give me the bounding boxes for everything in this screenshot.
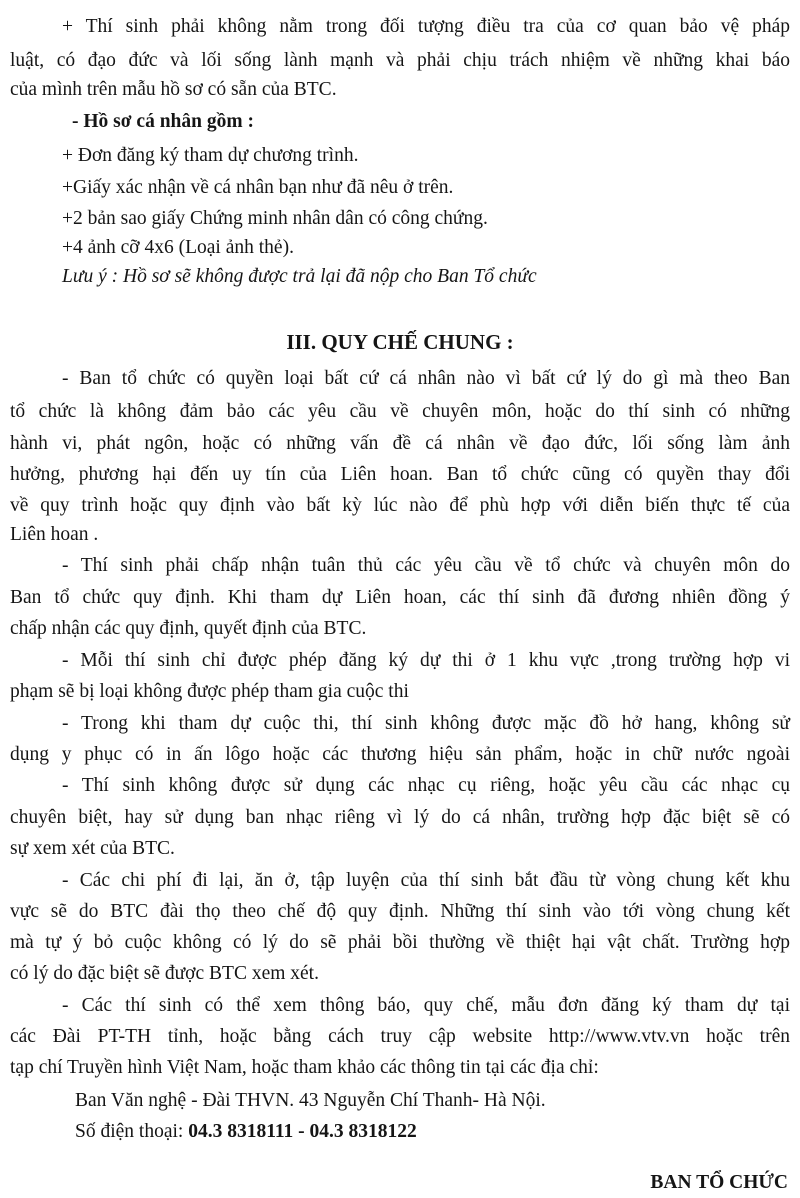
list-item: +Giấy xác nhận về cá nhân bạn như đã nêu ở trên.: [62, 177, 454, 198]
paragraph-line: có lý do đặc biệt sẽ được BTC xem xét.: [10, 963, 319, 984]
paragraph-line: - Các thí sinh có thể xem thông báo, quy chế, mẫu đơn đăng ký tham dự tại: [62, 995, 790, 1016]
phone-label: Số điện thoại:: [75, 1121, 189, 1142]
paragraph-line: - Mỗi thí sinh chỉ được phép đăng ký dự thi ở 1 khu vực ,trong trường hợp vi: [62, 650, 790, 671]
note-line: Lưu ý : Hồ sơ sẽ không được trả lại đã nộp cho Ban Tổ chức: [62, 266, 537, 287]
paragraph-line: sự xem xét của BTC.: [10, 838, 175, 859]
paragraph-line: của mình trên mẫu hồ sơ có sẵn của BTC.: [10, 79, 337, 100]
section-title: III. QUY CHẾ CHUNG :: [286, 330, 514, 354]
paragraph-line: - Thí sinh phải chấp nhận tuân thủ các yêu cầu về tổ chức và chuyên môn do: [62, 555, 790, 576]
paragraph-line: Ban tổ chức quy định. Khi tham dự Liên hoan, các thí sinh đã đương nhiên đồng ý: [10, 587, 790, 608]
paragraph-line: vực sẽ do BTC đài thọ theo chế độ quy định. Những thí sinh vào tới vòng chung kết: [10, 901, 790, 922]
paragraph-line: tổ chức là không đảm bảo các yêu cầu về chuyên môn, hoặc do thí sinh có những: [10, 401, 790, 422]
paragraph-line: chuyên biệt, hay sử dụng ban nhạc riêng vì lý do cá nhân, trường hợp đặc biệt sẽ có: [10, 807, 790, 828]
paragraph-line: - Trong khi tham dự cuộc thi, thí sinh không được mặc đồ hở hang, không sử: [62, 713, 790, 734]
signature-block: BAN TỔ CHỨC: [650, 1172, 788, 1193]
list-item: +2 bản sao giấy Chứng minh nhân dân có công chứng.: [62, 208, 488, 229]
paragraph-line: mà tự ý bỏ cuộc không có lý do sẽ phải bồi thường về thiệt hại vật chất. Trường hợp: [10, 932, 790, 953]
paragraph-line: về quy trình hoặc quy định vào bất kỳ lúc nào để phù hợp với diễn biến thực tế của: [10, 495, 790, 516]
section-heading: - Hồ sơ cá nhân gồm :: [72, 111, 254, 132]
paragraph-line: - Các chi phí đi lại, ăn ở, tập luyện của thí sinh bắt đầu từ vòng chung kết khu: [62, 870, 790, 891]
paragraph-line: luật, có đạo đức và lối sống lành mạnh và phải chịu trách nhiệm về những khai báo: [10, 50, 790, 71]
paragraph-line: - Ban tổ chức có quyền loại bất cứ cá nhân nào vì bất cứ lý do gì mà theo Ban: [62, 368, 790, 389]
paragraph-line: phạm sẽ bị loại không được phép tham gia cuộc thi: [10, 681, 409, 702]
paragraph-line: tạp chí Truyền hình Việt Nam, hoặc tham khảo các thông tin tại các địa chỉ:: [10, 1057, 599, 1078]
phone-numbers: 04.3 8318111 - 04.3 8318122: [188, 1121, 417, 1142]
paragraph-line: Liên hoan .: [10, 524, 99, 545]
paragraph-line: các Đài PT-TH tỉnh, hoặc bằng cách truy cập website http://www.vtv.vn hoặc trên: [10, 1026, 790, 1047]
paragraph-line: + Thí sinh phải không nằm trong đối tượng điều tra của cơ quan bảo vệ pháp: [62, 16, 790, 37]
list-item: + Đơn đăng ký tham dự chương trình.: [62, 145, 359, 166]
list-item: +4 ảnh cỡ 4x6 (Loại ảnh thẻ).: [62, 237, 294, 258]
paragraph-line: chấp nhận các quy định, quyết định của BTC.: [10, 618, 367, 639]
phone-line: [75, 1117, 790, 1147]
address-line: Ban Văn nghệ - Đài THVN. 43 Nguyễn Chí Thanh- Hà Nội.: [75, 1090, 546, 1111]
paragraph-line: hưởng, phương hại đến uy tín của Liên hoan. Ban tổ chức cũng có quyền thay đổi: [10, 464, 790, 485]
paragraph-line: - Thí sinh không được sử dụng các nhạc cụ riêng, hoặc yêu cầu các nhạc cụ: [62, 775, 790, 796]
paragraph-line: hành vi, phát ngôn, hoặc có những vấn đề cá nhân về đạo đức, lối sống làm ảnh: [10, 433, 790, 454]
paragraph-line: dụng y phục có in ấn lôgo hoặc các thương hiệu sản phẩm, hoặc in chữ nước ngoài: [10, 744, 790, 765]
